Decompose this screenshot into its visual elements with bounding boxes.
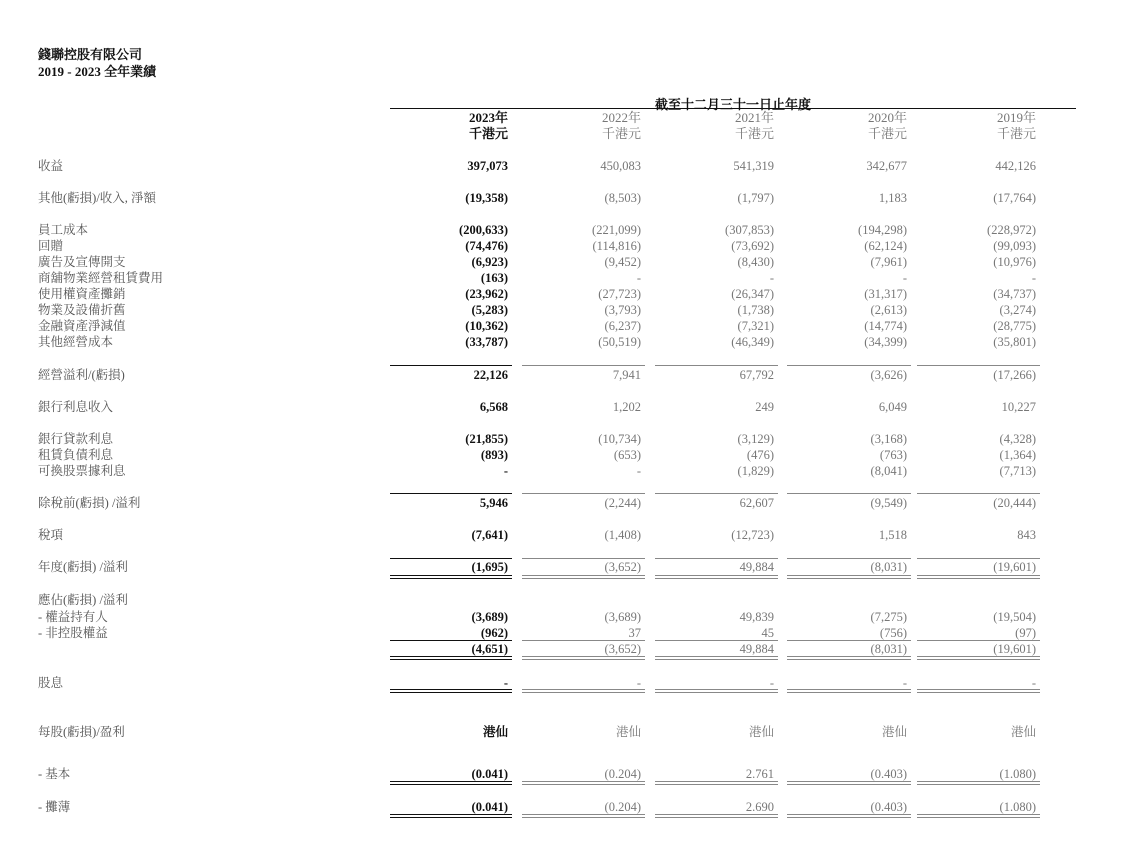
total-rule — [787, 814, 911, 815]
table-cell: 541,319 — [733, 159, 774, 173]
table-cell: 442,126 — [995, 159, 1036, 173]
total-rule — [390, 493, 512, 494]
total-rule — [390, 814, 512, 815]
table-cell: (893) — [480, 448, 508, 462]
table-cell: (1,408) — [604, 528, 641, 542]
table-cell: (7,321) — [737, 319, 774, 333]
table-cell: (7,275) — [870, 610, 907, 624]
total-rule — [917, 365, 1040, 366]
table-cell: (33,787) — [465, 335, 508, 349]
table-cell: (1,695) — [471, 560, 508, 574]
total-rule — [917, 659, 1040, 660]
table-cell: 港仙 — [482, 725, 508, 739]
total-rule — [917, 814, 1040, 815]
total-rule — [917, 689, 1040, 690]
total-rule — [917, 656, 1040, 657]
total-rule — [390, 659, 512, 660]
table-cell: (28,775) — [993, 319, 1036, 333]
column-year-3: 2020年 — [867, 110, 907, 125]
table-cell: (21,855) — [465, 432, 508, 446]
row-label: 物業及設備折舊 — [38, 303, 126, 317]
table-cell: (73,692) — [731, 239, 774, 253]
total-rule — [390, 640, 512, 641]
table-cell: (0.041) — [471, 767, 508, 781]
table-cell: (194,298) — [858, 223, 907, 237]
total-rule — [787, 781, 911, 782]
table-cell: 2.761 — [745, 767, 774, 781]
total-rule — [655, 781, 778, 782]
total-rule — [655, 784, 778, 785]
table-cell: (3,689) — [471, 610, 508, 624]
row-label: 稅項 — [38, 528, 64, 542]
company-name: 錢聯控股有限公司 — [38, 47, 143, 62]
total-rule — [390, 656, 512, 657]
table-cell: - — [503, 464, 508, 478]
row-label: 收益 — [38, 159, 64, 173]
row-label: 可換股票據利息 — [38, 464, 126, 478]
column-unit-0: 千港元 — [468, 126, 508, 141]
row-label: 年度(虧損) /溢利 — [38, 560, 128, 574]
table-cell: (12,723) — [731, 528, 774, 542]
table-cell: (27,723) — [598, 287, 641, 301]
table-cell: (7,961) — [870, 255, 907, 269]
row-label: 商舖物業經營租賃費用 — [38, 271, 164, 285]
table-cell: (26,347) — [731, 287, 774, 301]
total-rule — [522, 656, 645, 657]
table-cell: (0.041) — [471, 800, 508, 814]
table-cell: 49,884 — [739, 560, 774, 574]
total-rule — [522, 784, 645, 785]
table-cell: 5,946 — [479, 496, 508, 510]
total-rule — [787, 640, 911, 641]
table-cell: (3,689) — [604, 610, 641, 624]
table-cell: (23,962) — [465, 287, 508, 301]
table-cell: 67,792 — [739, 368, 774, 382]
row-label: 其他經營成本 — [38, 335, 114, 349]
total-rule — [787, 558, 911, 559]
row-label: - 非控股權益 — [38, 626, 108, 640]
table-cell: (5,283) — [471, 303, 508, 317]
total-rule — [390, 575, 512, 576]
total-rule — [390, 365, 512, 366]
table-cell: (10,362) — [465, 319, 508, 333]
table-cell: (6,237) — [604, 319, 641, 333]
table-cell: (9,452) — [604, 255, 641, 269]
table-cell: (74,476) — [465, 239, 508, 253]
total-rule — [655, 493, 778, 494]
table-cell: (97) — [1015, 626, 1036, 640]
table-cell: (3,626) — [870, 368, 907, 382]
table-cell: 249 — [755, 400, 774, 414]
table-cell: - — [503, 676, 508, 690]
total-rule — [522, 814, 645, 815]
table-cell: - — [902, 676, 907, 690]
total-rule — [787, 656, 911, 657]
total-rule — [787, 692, 911, 693]
table-cell: 342,677 — [866, 159, 907, 173]
table-cell: - — [769, 271, 774, 285]
table-cell: (3,274) — [999, 303, 1036, 317]
table-cell: (17,266) — [993, 368, 1036, 382]
table-cell: (763) — [879, 448, 907, 462]
table-cell: (0.204) — [604, 767, 641, 781]
row-label: 回贈 — [38, 239, 64, 253]
column-unit-3: 千港元 — [867, 126, 907, 141]
total-rule — [655, 640, 778, 641]
row-label: 廣告及宣傳開支 — [38, 255, 126, 269]
table-cell: - — [636, 464, 641, 478]
total-rule — [655, 575, 778, 576]
table-cell: (3,129) — [737, 432, 774, 446]
table-cell: (2,244) — [604, 496, 641, 510]
total-rule — [522, 659, 645, 660]
row-label: 應佔(虧損) /溢利 — [38, 593, 128, 607]
row-label: - 權益持有人 — [38, 610, 108, 624]
table-cell: (0.403) — [870, 800, 907, 814]
table-cell: 港仙 — [615, 725, 641, 739]
table-cell: (476) — [746, 448, 774, 462]
table-cell: (19,601) — [993, 642, 1036, 656]
table-cell: (1,797) — [737, 191, 774, 205]
row-label: 銀行貸款利息 — [38, 432, 114, 446]
table-cell: (3,652) — [604, 642, 641, 656]
total-rule — [655, 814, 778, 815]
total-rule — [390, 558, 512, 559]
row-label: 租賃負債利息 — [38, 448, 114, 462]
table-cell: (35,801) — [993, 335, 1036, 349]
column-year-1: 2022年 — [601, 110, 641, 125]
table-cell: (163) — [480, 271, 508, 285]
table-cell: 港仙 — [881, 725, 907, 739]
table-cell: (0.403) — [870, 767, 907, 781]
table-cell: (3,168) — [870, 432, 907, 446]
total-rule — [655, 689, 778, 690]
total-rule — [655, 365, 778, 366]
table-cell: (1,738) — [737, 303, 774, 317]
total-rule — [390, 689, 512, 690]
row-label: 經營溢利/(虧損) — [38, 368, 125, 382]
total-rule — [787, 578, 911, 579]
total-rule — [787, 575, 911, 576]
total-rule — [390, 784, 512, 785]
total-rule — [390, 578, 512, 579]
table-cell: (756) — [879, 626, 907, 640]
total-rule — [655, 692, 778, 693]
total-rule — [390, 692, 512, 693]
total-rule — [522, 578, 645, 579]
table-cell: 37 — [628, 626, 641, 640]
row-label: - 攤薄 — [38, 800, 71, 814]
row-label: 股息 — [38, 676, 64, 690]
table-cell: 843 — [1017, 528, 1036, 542]
table-cell: (1.080) — [999, 800, 1036, 814]
table-cell: (10,976) — [993, 255, 1036, 269]
total-rule — [787, 784, 911, 785]
table-cell: (8,031) — [870, 560, 907, 574]
table-cell: - — [636, 271, 641, 285]
table-cell: 49,839 — [739, 610, 774, 624]
row-label: 銀行利息收入 — [38, 400, 114, 414]
table-cell: (34,737) — [993, 287, 1036, 301]
table-cell: 2.690 — [745, 800, 774, 814]
row-label: 金融資產淨減值 — [38, 319, 126, 333]
total-rule — [787, 365, 911, 366]
total-rule — [917, 692, 1040, 693]
total-rule — [787, 493, 911, 494]
total-rule — [655, 817, 778, 818]
total-rule — [522, 692, 645, 693]
table-cell: (1.080) — [999, 767, 1036, 781]
table-cell: (307,853) — [725, 223, 774, 237]
total-rule — [522, 558, 645, 559]
table-cell: 10,227 — [1001, 400, 1036, 414]
table-cell: 6,568 — [479, 400, 508, 414]
table-cell: (228,972) — [987, 223, 1036, 237]
table-cell: 62,607 — [739, 496, 774, 510]
row-label: 使用權資產攤銷 — [38, 287, 126, 301]
table-cell: (50,519) — [598, 335, 641, 349]
row-label: 每股(虧損)/盈利 — [38, 725, 125, 739]
total-rule — [522, 493, 645, 494]
table-cell: (7,641) — [471, 528, 508, 542]
column-year-4: 2019年 — [996, 110, 1036, 125]
total-rule — [917, 817, 1040, 818]
table-cell: - — [769, 676, 774, 690]
table-cell: (14,774) — [864, 319, 907, 333]
total-rule — [522, 365, 645, 366]
table-cell: (1,364) — [999, 448, 1036, 462]
table-cell: (34,399) — [864, 335, 907, 349]
row-label: 除稅前(虧損) /溢利 — [38, 496, 141, 510]
table-cell: - — [636, 676, 641, 690]
total-rule — [390, 817, 512, 818]
total-rule — [655, 558, 778, 559]
column-unit-2: 千港元 — [734, 126, 774, 141]
table-cell: (200,633) — [459, 223, 508, 237]
table-cell: - — [1031, 676, 1036, 690]
column-unit-1: 千港元 — [601, 126, 641, 141]
total-rule — [522, 817, 645, 818]
total-rule — [787, 659, 911, 660]
total-rule — [390, 781, 512, 782]
table-cell: 450,083 — [600, 159, 641, 173]
report-title: 2019 - 2023 全年業績 — [38, 64, 157, 79]
table-cell: 7,941 — [612, 368, 641, 382]
table-cell: (2,613) — [870, 303, 907, 317]
total-rule — [655, 578, 778, 579]
row-label: - 基本 — [38, 767, 71, 781]
total-rule — [917, 575, 1040, 576]
total-rule — [522, 640, 645, 641]
table-cell: (17,764) — [993, 191, 1036, 205]
table-cell: (9,549) — [870, 496, 907, 510]
table-cell: (653) — [613, 448, 641, 462]
table-cell: (3,652) — [604, 560, 641, 574]
table-cell: (4,328) — [999, 432, 1036, 446]
table-cell: (46,349) — [731, 335, 774, 349]
total-rule — [917, 640, 1040, 641]
table-cell: (8,031) — [870, 642, 907, 656]
table-cell: (1,829) — [737, 464, 774, 478]
total-rule — [917, 493, 1040, 494]
table-cell: (8,503) — [604, 191, 641, 205]
table-cell: (6,923) — [471, 255, 508, 269]
table-cell: (31,317) — [864, 287, 907, 301]
table-cell: - — [902, 271, 907, 285]
table-cell: (62,124) — [864, 239, 907, 253]
total-rule — [522, 575, 645, 576]
table-cell: - — [1031, 271, 1036, 285]
total-rule — [917, 558, 1040, 559]
table-cell: (3,793) — [604, 303, 641, 317]
table-cell: (20,444) — [993, 496, 1036, 510]
table-cell: 1,518 — [878, 528, 907, 542]
total-rule — [787, 817, 911, 818]
table-cell: 港仙 — [1010, 725, 1036, 739]
table-cell: 6,049 — [878, 400, 907, 414]
table-cell: (10,734) — [598, 432, 641, 446]
total-rule — [655, 659, 778, 660]
total-rule — [917, 781, 1040, 782]
table-cell: (8,430) — [737, 255, 774, 269]
table-cell: 1,202 — [612, 400, 641, 414]
row-label: 其他(虧損)/收入, 淨額 — [38, 191, 157, 205]
total-rule — [655, 656, 778, 657]
table-cell: (962) — [480, 626, 508, 640]
table-cell: (114,816) — [592, 239, 641, 253]
table-cell: (0.204) — [604, 800, 641, 814]
table-cell: 49,884 — [739, 642, 774, 656]
total-rule — [917, 578, 1040, 579]
total-rule — [787, 689, 911, 690]
table-cell: 1,183 — [878, 191, 907, 205]
table-cell: 22,126 — [473, 368, 508, 382]
period-header-rule — [390, 108, 1076, 109]
table-cell: (7,713) — [999, 464, 1036, 478]
column-year-0: 2023年 — [468, 110, 508, 125]
table-cell: (99,093) — [993, 239, 1036, 253]
table-cell: (19,504) — [993, 610, 1036, 624]
table-cell: (4,651) — [471, 642, 508, 656]
period-header: 截至十二月三十一日止年度 — [654, 97, 811, 112]
table-cell: (19,601) — [993, 560, 1036, 574]
table-cell: (221,099) — [592, 223, 641, 237]
table-cell: 397,073 — [467, 159, 508, 173]
table-cell: 港仙 — [748, 725, 774, 739]
table-cell: (19,358) — [465, 191, 508, 205]
row-label: 員工成本 — [38, 223, 89, 237]
total-rule — [917, 784, 1040, 785]
table-cell: (8,041) — [870, 464, 907, 478]
column-unit-4: 千港元 — [996, 126, 1036, 141]
total-rule — [522, 689, 645, 690]
total-rule — [522, 781, 645, 782]
column-year-2: 2021年 — [734, 110, 774, 125]
table-cell: 45 — [761, 626, 774, 640]
